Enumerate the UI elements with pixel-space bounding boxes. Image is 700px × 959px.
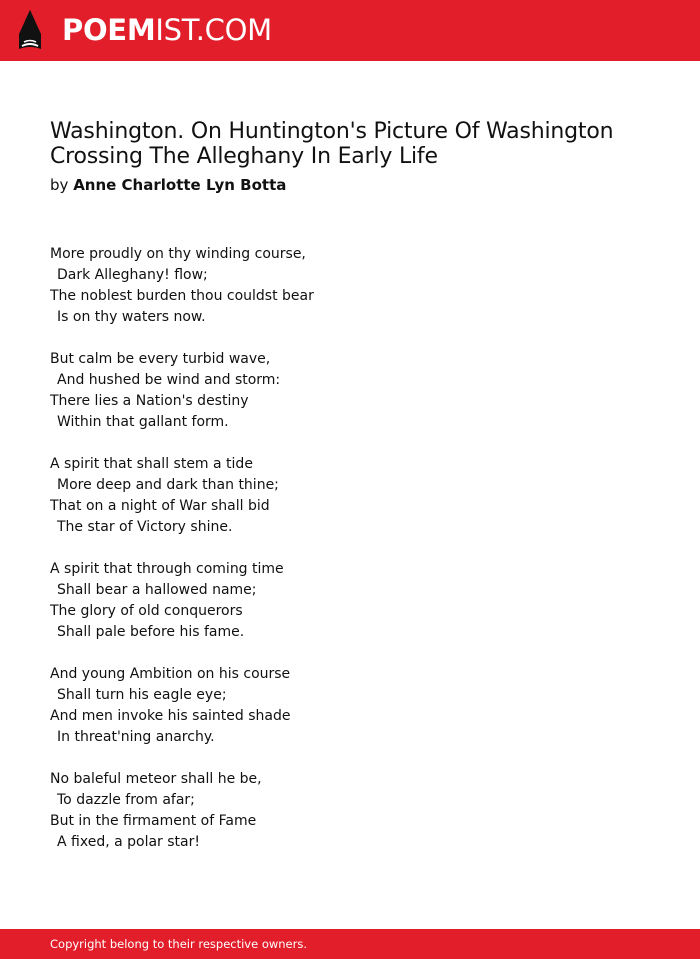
poem-stanza — [50, 559, 650, 643]
site-header — [0, 0, 700, 61]
poem-line: More proudly on thy winding course, — [50, 246, 306, 262]
by-label: by — [50, 176, 69, 194]
poem-line: There lies a Nation's destiny — [50, 393, 249, 409]
poem-author: Anne Charlotte Lyn Botta — [73, 176, 287, 194]
poem-stanza — [50, 769, 650, 853]
poem-body — [50, 244, 650, 874]
site-footer — [0, 929, 700, 959]
poem-line: To dazzle from afar; — [57, 792, 195, 808]
poem-byline — [50, 175, 286, 195]
poem-line: A spirit that through coming time — [50, 561, 284, 577]
logo-brand-bold: POEM — [62, 13, 156, 47]
poem-stanza — [50, 349, 650, 433]
poem-stanza — [50, 664, 650, 748]
poem-line: And hushed be wind and storm: — [57, 372, 281, 388]
poem-line: And men invoke his sainted shade — [50, 708, 291, 724]
poem-line: That on a night of War shall bid — [50, 498, 270, 514]
poem-line: Is on thy waters now. — [57, 309, 206, 325]
poem-line: In threat'ning anarchy. — [57, 729, 215, 745]
poem-line: More deep and dark than thine; — [57, 477, 279, 493]
poem-line: The noblest burden thou couldst bear — [50, 288, 314, 304]
poem-line: But calm be every turbid wave, — [50, 351, 271, 367]
poem-line: A spirit that shall stem a tide — [50, 456, 253, 472]
copyright-notice: Copyright belong to their respective owners. — [50, 937, 308, 951]
poem-line: Shall bear a hallowed name; — [57, 582, 257, 598]
poem-line: The glory of old conquerors — [50, 603, 243, 619]
site-logo[interactable] — [62, 13, 272, 47]
poem-line: A fixed, a polar star! — [57, 834, 200, 850]
poem-line: The star of Victory shine. — [57, 519, 233, 535]
poem-line: Shall pale before his fame. — [57, 624, 245, 640]
poem-line: Shall turn his eagle eye; — [57, 687, 227, 703]
poem-line: But in the firmament of Fame — [50, 813, 257, 829]
poem-stanza — [50, 244, 650, 328]
pencil-icon[interactable] — [17, 9, 43, 52]
poem-line: And young Ambition on his course — [50, 666, 291, 682]
poem-title: Washington. On Huntington's Picture Of Washington Crossing The Alleghany In Early Life — [50, 119, 614, 169]
poem-stanza — [50, 454, 650, 538]
poem-line: No baleful meteor shall he be, — [50, 771, 262, 787]
logo-brand-light: IST.COM — [155, 13, 272, 47]
poem-line: Dark Alleghany! flow; — [57, 267, 208, 283]
poem-line: Within that gallant form. — [57, 414, 229, 430]
